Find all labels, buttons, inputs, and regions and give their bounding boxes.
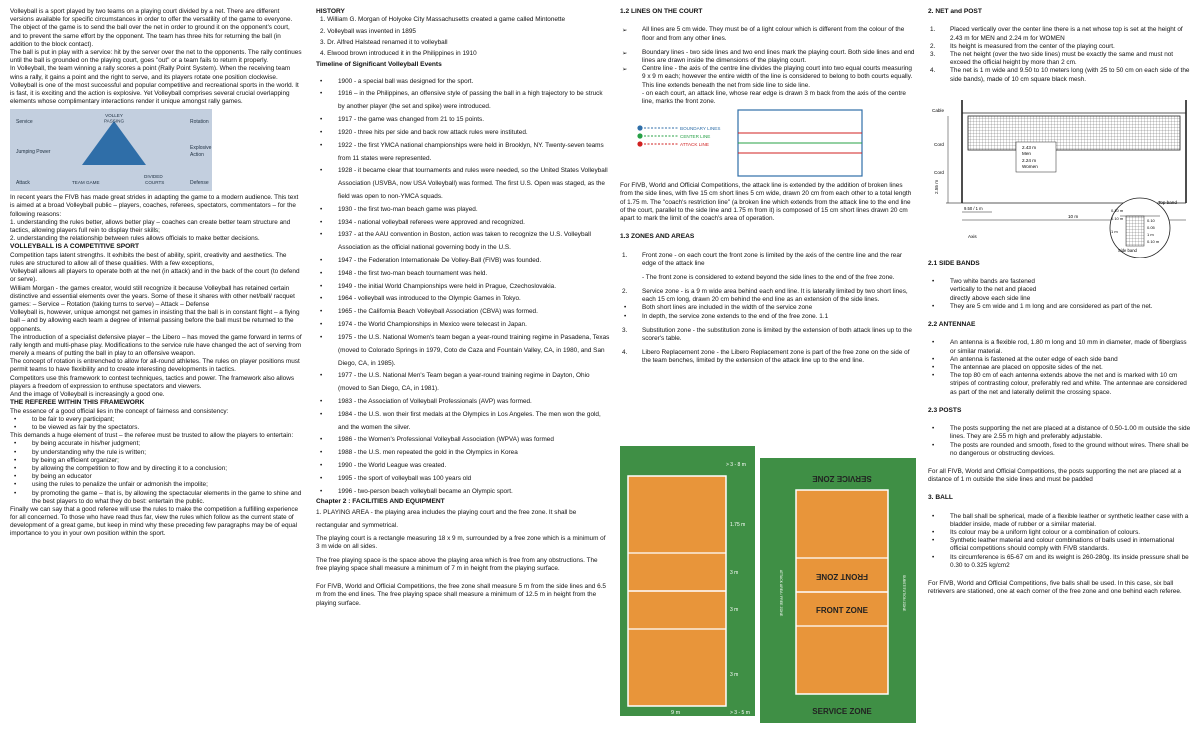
diag-rotation: Rotation <box>190 119 209 126</box>
column-net-ball <box>928 8 1192 723</box>
zone-num: 1. <box>622 251 628 259</box>
net-dim-5: 0.10 m <box>1147 238 1160 244</box>
referee-bullet: • by being an educator <box>10 473 302 481</box>
net-dim-3: 0.05 <box>1147 224 1155 230</box>
diag-courts: COURTS <box>145 180 165 186</box>
lines-item: ➢ All lines are 5 cm wide. They must be of a light colour which is different from the colour of the floor and from any other lines. <box>620 26 916 42</box>
timeline-item: • 1995 - the sport of volleyball was 100 years old <box>316 473 610 486</box>
court-diagram-zones <box>760 458 916 723</box>
heading-timeline: Timeline of Significant Volleyball Events <box>316 61 442 69</box>
column-lines-zones <box>599 8 916 723</box>
antenna-item: • The antennae are placed on opposite sides of the net. <box>928 364 1192 372</box>
ball-item: • Synthetic leather material and colour combinations of balls used in international official competitions should comply with FIVB standards. <box>928 537 1192 553</box>
intro-p16: And the image of Volleyball is increasingly a good one. <box>10 391 165 398</box>
zone-text: • Both short lines are included in the width of the service zone <box>620 304 916 312</box>
heading-competitive: VOLLEYBALL IS A COMPETITIVE SPORT <box>10 243 140 251</box>
heading-history: HISTORY <box>316 8 345 15</box>
timeline-item: • 1947 - the Federation Internationale De Volley-Ball (FIVB) was founded. <box>316 255 610 268</box>
net-text: The net height (over the two side lines) must be exactly the same and must not exceed the official height by more than 2 cm. <box>950 51 1174 67</box>
intro-p2: The object of the game is to send the ball over the net in order to ground it on the opponent's court, and to prevent the same effort by the opponent. The team has three hits for returning the ball (in addition to the block contact). <box>10 24 290 48</box>
timeline-item: • 1964 - volleyball was introduced to the Olympic Games in Tokyo. <box>316 293 610 306</box>
net-label-axis: Axis <box>968 233 977 239</box>
history-item: 4. Elwood brown introduced it in the Philippines in 1910 <box>320 50 477 57</box>
net-dim-6: 0.10 m <box>1111 215 1124 221</box>
dim-1-75m: 1.75 m <box>730 522 746 528</box>
diag-passing: PASSING <box>103 118 125 124</box>
intro-p12: Volleyball is, however, unique amongst net games in insisting that the ball is in constant flight – a flying ball – and by allowing each team a degree of internal passing before the ball must be returned to the opponents. <box>10 309 300 333</box>
diag-jumping: Jumping Power <box>16 149 51 156</box>
net-label-topband: Top band <box>1158 199 1177 205</box>
post-item: • The posts are rounded and smooth, fixed to the ground without wires. There shall be no dangerous or obstructing devices. <box>928 442 1192 458</box>
dim-free-zone-top: > 3 - 8 m <box>726 462 746 468</box>
service-zone-top: SERVICE ZONE <box>812 474 872 483</box>
net-text: Placed vertically over the center line there is a net whose top is set at the height of 2.43 m for MEN and 2.24 m for WOMEN <box>950 26 1183 42</box>
net-label-sideband: Side band <box>1118 247 1137 253</box>
zone-item <box>620 327 916 343</box>
zone-num: 4. <box>622 349 628 357</box>
referee-bullet: • by being an efficient organizer; <box>10 457 302 465</box>
timeline-item: • 1900 - a special ball was designed for the sport. <box>316 76 610 89</box>
heading-ball: 3. BALL <box>928 494 953 502</box>
ball-item: • Its colour may be a uniform light colour or a combination of colours. <box>928 529 1192 537</box>
net-label-224: 2.24 m <box>1022 157 1037 163</box>
service-zone-bottom: SERVICE ZONE <box>812 707 872 716</box>
referee-bullet: • by being accurate in his/her judgment; <box>10 440 302 448</box>
heading-referee: THE REFEREE WITHIN THIS FRAMEWORK <box>10 399 145 407</box>
net-num: 1. <box>930 26 936 34</box>
lines-fivb: For FIVB, World and Official Competitions, the attack line is extended by the addition of broken lines from the side lines, with five 15 cm short lines 5 cm wide, drawn 20 cm from each other to a total length of 1.75 m. The "coach's restriction line" (a broken line which extends from the attack line to the end line of the court, parallel to the side line and 1.75 m from it) is composed of 15 cm short lines drawn 20 cm apart to mark the limit of the coach's area of operation. <box>620 182 912 222</box>
ball-item: • Its circumference is 65-67 cm and its weight is 260-280g. Its inside pressure shall be 0.30 to 0.325 kg/cm2 <box>928 554 1192 570</box>
antenna-item: • An antenna is fastened at the outer edge of each side band <box>928 356 1192 364</box>
net-item <box>928 43 1192 51</box>
side-label-free-zone: ATTACK AREA / FREE ZONE <box>779 569 783 617</box>
net-label-255: 2.55 m <box>934 179 939 194</box>
diag-action: Action <box>190 152 204 159</box>
net-label-10m: 10 m <box>1068 213 1079 219</box>
dim-3m-b: 3 m <box>730 607 739 613</box>
zone-text: - The front zone is considered to extend beyond the side lines to the end of the free zone. <box>642 273 895 281</box>
net-num: 3. <box>930 51 936 58</box>
timeline-item: • 1916 – in the Philippines, an offensive style of passing the ball in a high trajectory to be struck by another player (the set and spike) were introduced. <box>316 88 610 114</box>
dim-9m-bottom: 9 m <box>671 710 681 716</box>
diag-service: Service <box>16 119 33 126</box>
intro-p9: Competition taps latent strengths. It exhibits the best of ability, spirit, creativity and aesthetics. The rules are structured to allow all of these qualities. With a few exceptions, <box>10 251 287 267</box>
net-diagram <box>928 88 1192 258</box>
column-intro <box>10 8 302 723</box>
net-label-243: 2.43 m <box>1022 144 1037 150</box>
lines-item: ➢ Boundary lines - two side lines and two end lines mark the playing court. Both side lines and end lines are drawn inside the dimensions of the playing court. <box>620 49 916 65</box>
court-diagram-dimensions: 9 m 9 m 1.75 m 3 m 3 m 3 m 9 m > 3 - 5 m > 3 - 8 m <box>620 446 755 716</box>
lines-diagram <box>626 108 876 178</box>
intro-p13: The introduction of a specialist defensive player – the Libero – has moved the game forward in terms of rally length and multi-phase play. Modifications to the service rule have changed the act of serving from merely a means of putting the ball in play to an offensive weapon. <box>10 333 302 358</box>
timeline-item: • 1990 - the World League was created. <box>316 460 610 473</box>
playing-area-p2: The playing court is a rectangle measuring 18 x 9 m, surrounded by a free zone which is a minimum of 3 m wide on all sides. <box>316 534 606 550</box>
intro-p14: The concept of rotation is entrenched to allow for all-round athletes. The rules on player positions must permit teams to have flexibility and to create interesting developments in tactics. <box>10 358 300 374</box>
heading-chapter2: Chapter 2 : FACILITIES AND EQUIPMENT <box>316 498 445 506</box>
lines-item: ➢ Centre line - the axis of the centre line divides the playing court into two equal courts measuring 9 x 9 m each; however the entire width of the line is considered to belong to both courts equally. This line extends beneath the net from side line to side line. <box>620 65 916 90</box>
front-zone-top: FRONT ZONE <box>816 572 868 581</box>
diag-defense: Defense <box>190 180 209 187</box>
playing-area-p4: For FIVB, World and Official Competitions, the free zone shall measure 5 m from the side lines and 6.5 m from the end lines. The free playing space shall measure a minimum of 12.5 m in height from the playing surface. <box>316 583 606 607</box>
antenna-item: • An antenna is a flexible rod, 1.80 m long and 10 mm in diameter, made of fiberglass or similar material. <box>928 339 1192 355</box>
ball-fivb: For FIVB, World and Official Competitions, five balls shall be used. In this case, six ball retrievers are stationed, one at each corner of the free zone and one behind each referee. <box>928 580 1182 596</box>
zone-item <box>620 349 916 365</box>
net-item <box>928 26 1192 42</box>
zone-text: Front zone - on each court the front zone is limited by the axis of the centre line and the rear edge of the attack line <box>642 251 903 267</box>
diag-volley: VOLLEY <box>105 113 123 119</box>
elements-diagram <box>10 109 212 191</box>
net-item <box>928 67 1192 83</box>
legend-center: CENTER LINE <box>680 134 711 140</box>
intro-p11: William Morgan - the games creator, would still recognize it because Volleyball has retained certain distinctive and essential elements over the years. Some of these it shares with other net/ball/ racquet games: – Service – Rotation (taking turns to serve) – Attack – Defense <box>10 284 295 308</box>
history-item: 2. Volleyball was invented in 1895 <box>320 27 416 35</box>
playing-area-p1: 1. PLAYING AREA - the playing area includes the playing court and the free zone. It shall be rectangular and symmetrical. <box>316 508 577 529</box>
post-item: • The posts supporting the net are placed at a distance of 0.50-1.00 m outside the side lines. They are 2.55 m high and preferably adjustable. <box>928 425 1192 441</box>
timeline-item: • 1965 - the California Beach Volleyball Association (CBVA) was formed. <box>316 306 610 319</box>
legend-attack: ATTACK LINE <box>680 142 709 148</box>
timeline-item: • 1934 - national volleyball referees were approved and recognized. <box>316 217 610 230</box>
intro-p5: Volleyball is one of the most successful and popular competitive and recreational sports in the world. It is fast, it is exciting and the action is explosive. Yet Volleyball comprises several crucial overlapping elements whose complimentary interactions render it unique amongst rally games. <box>10 81 299 106</box>
heading-side-bands: 2.1 SIDE BANDS <box>928 259 980 267</box>
column-history <box>316 8 610 723</box>
zone-num: 2. <box>622 288 628 296</box>
timeline-item: • 1937 - at the AAU convention in Boston, action was taken to recognize the U.S. Volleyball Association as the official national governing body in the U.S. <box>316 229 610 255</box>
timeline-item: • 1983 - the Association of Volleyball Professionals (AVP) was formed. <box>316 396 610 409</box>
intro-p15: Competitors use this framework to contest techniques, tactics and power. The framework also allows players a freedom of expression to enthuse spectators and viewers. <box>10 374 295 390</box>
post-fivb: For all FIVB, World and Official Competitions, the posts supporting the net are placed at a distance of 1 m outside the side lines and must be padded <box>928 467 1182 484</box>
referee-bullet: • to be fair to every participant; <box>10 416 302 424</box>
front-zone-bottom: FRONT ZONE <box>816 606 868 615</box>
timeline-item: • 1922 - the first YMCA national championships were held in Brooklyn, NY. Twenty-seven teams from 11 states were represented. <box>316 140 610 166</box>
dim-3m-c: 3 m <box>730 672 739 678</box>
zone-text: Libero Replacement zone - the Libero Replacement zone is part of the free zone on the side of the team benches, limited by the extension of the attack line up to the end line. <box>642 349 910 365</box>
net-num: 4. <box>930 67 936 75</box>
timeline-item: • 1949 - the initial World Championships were held in Prague, Czechoslovakia. <box>316 281 610 294</box>
timeline-list <box>316 76 610 499</box>
timeline-item: • 1986 - the Women's Professional Volleyball Association (WPVA) was formed <box>316 434 610 447</box>
history-item: 3. Dr. Alfred Halstead renamed it to volleyball <box>320 38 448 46</box>
referee-bullet: • to be viewed as fair by the spectators. <box>10 424 302 432</box>
antenna-item: • The top 80 cm of each antenna extends above the net and is marked with 10 cm stripes of contrasting colour, preferably red and white. The antennae are considered as part of the net and laterally delimit the crossing space. <box>928 372 1192 397</box>
zone-text: Service zone - is a 9 m wide area behind each end line. It is laterally limited by two short lines, each 15 cm long, drawn 20 cm behind the end line as an extension of the side lines. <box>642 288 908 304</box>
dim-3m-a: 3 m <box>730 570 739 576</box>
heading-posts: 2.3 POSTS <box>928 406 962 414</box>
net-label-women: Women <box>1022 163 1038 169</box>
net-dim-2: 0.10 <box>1147 217 1155 223</box>
timeline-item: • 1984 - the U.S. won their first medals at the Olympics in Los Angeles. The men won the gold, and the women the silver. <box>316 409 610 435</box>
timeline-item: • 1928 - it became clear that tournaments and rules were needed, so the United States Volleyball Association (USVBA, now USA Volleyball) was formed. The first U.S. Open was staged, as the field was open to non-YMCA squads. <box>316 165 610 203</box>
net-text: The net is 1 m wide and 9.50 to 10 meters long (with 25 to 50 cm on each side of the side bands), made of 10 cm square black mesh. <box>950 67 1190 83</box>
net-item <box>928 51 1192 67</box>
intro-p1: Volleyball is a sport played by two teams on a playing court divided by a net. There are different versions available for specific circumstances in order to offer the versatility of the game to everyone. <box>10 8 293 24</box>
zone-item <box>620 288 916 304</box>
timeline-item: • 1988 - the U.S. men repeated the gold in the Olympics in Korea <box>316 447 610 460</box>
ball-item: • The ball shall be spherical, made of a flexible leather or synthetic leather case with a bladder inside, made of rubber or a similar material. <box>928 513 1192 529</box>
lines-item: - on each court, an attack line, whose rear edge is drawn 3 m back from the axis of the centre line, marks the front zone. <box>642 89 906 105</box>
timeline-item: • 1948 - the first two-man beach tournament was held. <box>316 268 610 281</box>
heading-net: 2. NET and POST <box>928 8 982 15</box>
zone-text: • In depth, the service zone extends to the end of the free zone. 1.1 <box>620 313 916 321</box>
net-text: Its height is measured from the center of the playing court. <box>950 42 1115 50</box>
net-dim-1: 0.10 m <box>1111 207 1124 213</box>
intro-p17: The essence of a good official lies in the concept of fairness and consistency: <box>10 407 229 415</box>
dim-free-zone-bottom: > 3 - 5 m <box>730 710 750 716</box>
net-dim-7: 1 m <box>1111 228 1118 234</box>
net-num: 2. <box>930 42 936 50</box>
side-band-item: • Two white bands are fastened vertically to the net and placed directly above each side line <box>928 278 1192 303</box>
legend-boundary: BOUNDARY LINES <box>680 126 721 132</box>
timeline-item: • 1996 - two-person beach volleyball became an Olympic sport. <box>316 486 610 499</box>
side-band-item: • They are 5 cm wide and 1 m long and are considered as part of the net. <box>928 303 1192 311</box>
net-label-cable: Cable <box>932 107 945 113</box>
heading-lines: 1.2 LINES ON THE COURT <box>620 8 703 15</box>
referee-bullet: • using the rules to penalize the unfair or admonish the impolite; <box>10 481 302 489</box>
intro-p10: Volleyball allows all players to operate both at the net (in attack) and in the back of the court (to defend or serve). <box>10 268 300 284</box>
heading-zones: 1.3 ZONES AND AREAS <box>620 233 695 241</box>
intro-p6: In recent years the FIVB has made great strides in adapting the game to a modern audience. This text is aimed at a broad Volleyball public – players, coaches, referees, spectators, commentators – for the following reasons: <box>10 194 299 218</box>
intro-p4: In Volleyball, the team winning a rally scores a point (Rally Point System). When the receiving team wins a rally, it gains a point and the right to serve, and its players rotate one position clockwise. <box>10 65 291 81</box>
net-label-950: 9.50 / 1 m <box>964 205 983 211</box>
timeline-item: • 1930 - the first two-man beach game was played. <box>316 204 610 217</box>
playing-area-p3: The free playing space is the space above the playing area which is free from any obstructions. The free playing space shall measure a minimum of 7 m in height from the playing surface. <box>316 556 598 573</box>
zone-num: 3. <box>622 326 628 334</box>
intro-p19: Finally we can say that a good referee will use the rules to make the competition a fulfilling experience for all concerned. To those who have read thus far, view the rules which follow as the current state of development of a great game, but keep in mind why these preceding few paragraphs may be of equal importance to you in your own position within the sport. <box>10 505 299 538</box>
diag-attack: Attack <box>16 180 30 187</box>
timeline-item: • 1975 - the U.S. National Women's team began a year-round training regime in Pasadena, Texas (moved to Colorado Springs in 1979, Coto de Caza and Fountain Valley, CA, in 1980, and San Diego, CA, in 1985). <box>316 332 610 370</box>
intro-p3: The ball is put in play with a service: hit by the server over the net to the opponents. The rally continues until the ball is grounded on the playing court, goes "out" or a team fails to return it properly. <box>10 48 302 65</box>
timeline-item: • 1920 - three hits per side and back row attack rules were instituted. <box>316 127 610 140</box>
timeline-item: • 1977 - the U.S. National Men's Team began a year-round training regime in Dayton, Ohio (moved to San Diego, CA, in 1981). <box>316 370 610 396</box>
history-item: 1. William G. Morgan of Holyoke City Massachusetts created a game called Mintonette <box>320 16 566 24</box>
intro-p7: 1. understanding the rules better, allows better play – coaches can create better team structure and tactics, allowing players full rein to display their skills; <box>10 218 291 234</box>
intro-p8: 2. understanding the relationship between rules allows officials to make better decisions. <box>10 235 260 243</box>
referee-bullet: • by understanding why the rule is written; <box>10 449 302 457</box>
net-dim-4: 1 m <box>1147 231 1154 237</box>
net-label-cord-2: Cord <box>934 169 944 175</box>
side-label-substitution: SUBSTITUTION ZONE <box>902 574 906 612</box>
timeline-item: • 1917 - the game was changed from 21 to 15 points. <box>316 114 610 127</box>
zone-text: Substitution zone - the substitution zone is limited by the extension of both attack lines up to the scorer's table. <box>642 326 912 342</box>
heading-antennae: 2.2 ANTENNAE <box>928 320 976 328</box>
diag-teamgame: TEAM GAME <box>72 180 100 186</box>
timeline-item: • 1974 - the World Championships in Mexico were telecast in Japan. <box>316 319 610 332</box>
zone-item <box>620 252 916 268</box>
net-label-cord: Cord <box>934 141 944 147</box>
diag-divided: DIVIDED <box>144 174 163 180</box>
diag-explosive: Explosive <box>190 145 212 152</box>
referee-bullet: • by promoting the game – that is, by allowing the spectacular elements in the game to shine and the best players to do what they do best: entertain the public. <box>10 490 302 506</box>
intro-p18: This demands a huge element of trust – the referee must be trusted to allow the players to entertain: <box>10 432 294 440</box>
net-label-men: Men <box>1022 150 1031 156</box>
referee-bullet: • by allowing the competition to flow and by directing it to a conclusion; <box>10 465 302 473</box>
